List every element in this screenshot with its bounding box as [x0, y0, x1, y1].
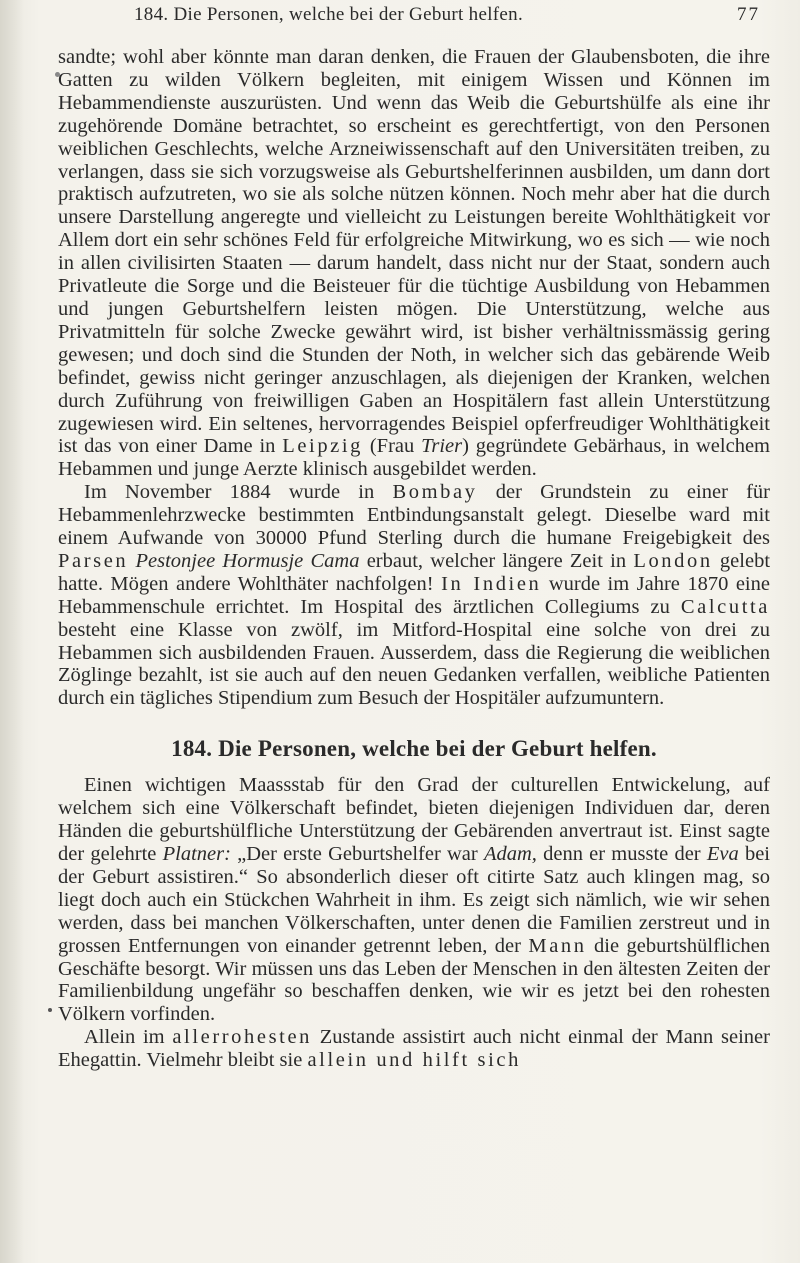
person-name: Pestonjee Hormusje Cama	[135, 549, 360, 572]
section-heading: 184. Die Personen, welche bei der Geburt helfen.	[171, 736, 657, 762]
person-name: Trier	[421, 435, 463, 458]
emphasis: Mann	[528, 934, 587, 957]
place-name: In Indien	[441, 572, 542, 595]
place-name: Leipzig	[282, 435, 364, 458]
emphasis: Parsen	[58, 549, 129, 572]
person-name: Eva	[706, 843, 739, 865]
gutter-shadow	[0, 0, 24, 1263]
emphasis: allerrohesten	[172, 1026, 312, 1049]
paragraph: Im November 1884 wurde in Bombay der Grundstein zu einer für Hebammenlehrzwecke bestimmten Entbindungsanstalt gelegt. Dieselbe ward mit einem Aufwande von 30000 Pfund Sterling durch die humane Freigebigkeit des Parsen Pestonjee Hormusje Cama erbaut, welcher längere Zeit in London gelebt hatte. Mögen andere Wohlthäter nachfolgen! In Indien wurde im Jahre 1870 eine Hebammenschule errichtet. Im Hospital des ärztlichen Collegiums zu Calcutta besteht eine Klasse von zwölf, im Mitford-Hospital eine solche von drei zu Hebammen sich ausbildenden Frauen. Ausserdem, dass die Regierung die weiblichen Zöglinge bezahlt, ist sie auch auf den neuen Gedanken verfallen, weibliche Patienten durch ein tägliches Stipendium zum Besuch der Hospitäler aufzumuntern.	[58, 481, 771, 710]
place-name: London	[633, 549, 713, 572]
person-name: Platner:	[162, 843, 231, 865]
running-head-title: 184. Die Personen, welche bei der Geburt helfen.	[134, 4, 523, 25]
running-head	[120, 4, 760, 34]
place-name: Calcutta	[680, 595, 770, 618]
page-number: 77	[737, 4, 760, 25]
emphasis: allein und hilft sich	[307, 1049, 521, 1072]
paragraph: Allein im allerrohesten Zustande assistirt auch nicht einmal der Mann seiner Ehegattin. Vielmehr bleibt sie allein und hilft sich	[58, 1026, 770, 1072]
person-name: Adam,	[483, 843, 537, 865]
place-name: Bombay	[392, 481, 478, 504]
body-text	[58, 46, 770, 1072]
margin-mark	[48, 1008, 52, 1012]
paragraph: Einen wichtigen Maassstab für den Grad der culturellen Entwickelung, auf welchem sich eine Völkerschaft befindet, bieten diejenigen Individuen dar, deren Händen die geburtshülfliche Unterstützung der Gebärenden anvertraut ist. Einst sagte der gelehrte Platner: „Der erste Geburtshelfer war Adam, denn er musste der Eva bei der Geburt assistiren.“ So absonderlich dieser oft citirte Satz auch klingen mag, so liegt doch auch ein Stückchen Wahrheit in ihm. Es zeigt sich nämlich, wie wir sehen werden, dass bei manchen Völkerschaften, unter denen die Familien zerstreut und in grossen Entfernungen von einander getrennt leben, der Mann die geburtshülflichen Geschäfte besorgt. Wir müssen uns das Leben der Menschen in den ältesten Zeiten der Familienbildung ungefähr so beschaffen denken, wie wir es jetzt bei den rohesten Völkern vorfinden.	[58, 774, 770, 1026]
paragraph: sandte; wohl aber könnte man daran denken, die Frauen der Glaubensboten, die ihre Gatten zu wilden Völkern begleiten, mit einigem Wissen und Können im Hebammendienste auszurüsten. Und wenn das Weib die Geburtshülfe als eine ihr zugehörende Domäne betrachtet, so erscheint es gerechtfertigt, von den Personen weiblichen Geschlechts, welche Arzneiwissenschaft auf den Universitäten treiben, zu verlangen, dass sie sich vorzugsweise als Geburtshelferinnen ausbilden, um dann dort praktisch aufzutreten, wo sie als solche nützen können. Noch mehr aber hat die durch unsere Darstellung angeregte und vielleicht zu Leistungen bereite Wohlthätigkeit vor Allem dort ein sehr schönes Feld für erfolgreiche Mitwirkung, wo es sich — wie noch in allen civilisirten Staaten — darum handelt, dass nicht nur der Staat, sondern auch Privatleute die Sorge und die Beisteuer für die tüchtige Ausbildung von Hebammen und jungen Geburtshelfern leisten mögen. Die Unterstützung, welche aus Privatmitteln für solche Zwecke gewährt wird, ist bisher verhältnissmässig gering gewesen; und doch sind die Stunden der Noth, in welcher sich das gebärende Weib befindet, gewiss nicht geringer anzuschlagen, als diejenigen der Kranken, welchen durch Zuführung von freiwilligen Gaben an Hospitälern fast allein Unterstützung zugewiesen wird. Ein seltenes, hervorragendes Beispiel opferfreudiger Wohlthätigkeit ist das von einer Dame in Leipzig (Frau Trier) gegründete Gebärhaus, in welchem Hebammen und junge Aerzte klinisch ausgebildet werden.	[58, 46, 770, 481]
